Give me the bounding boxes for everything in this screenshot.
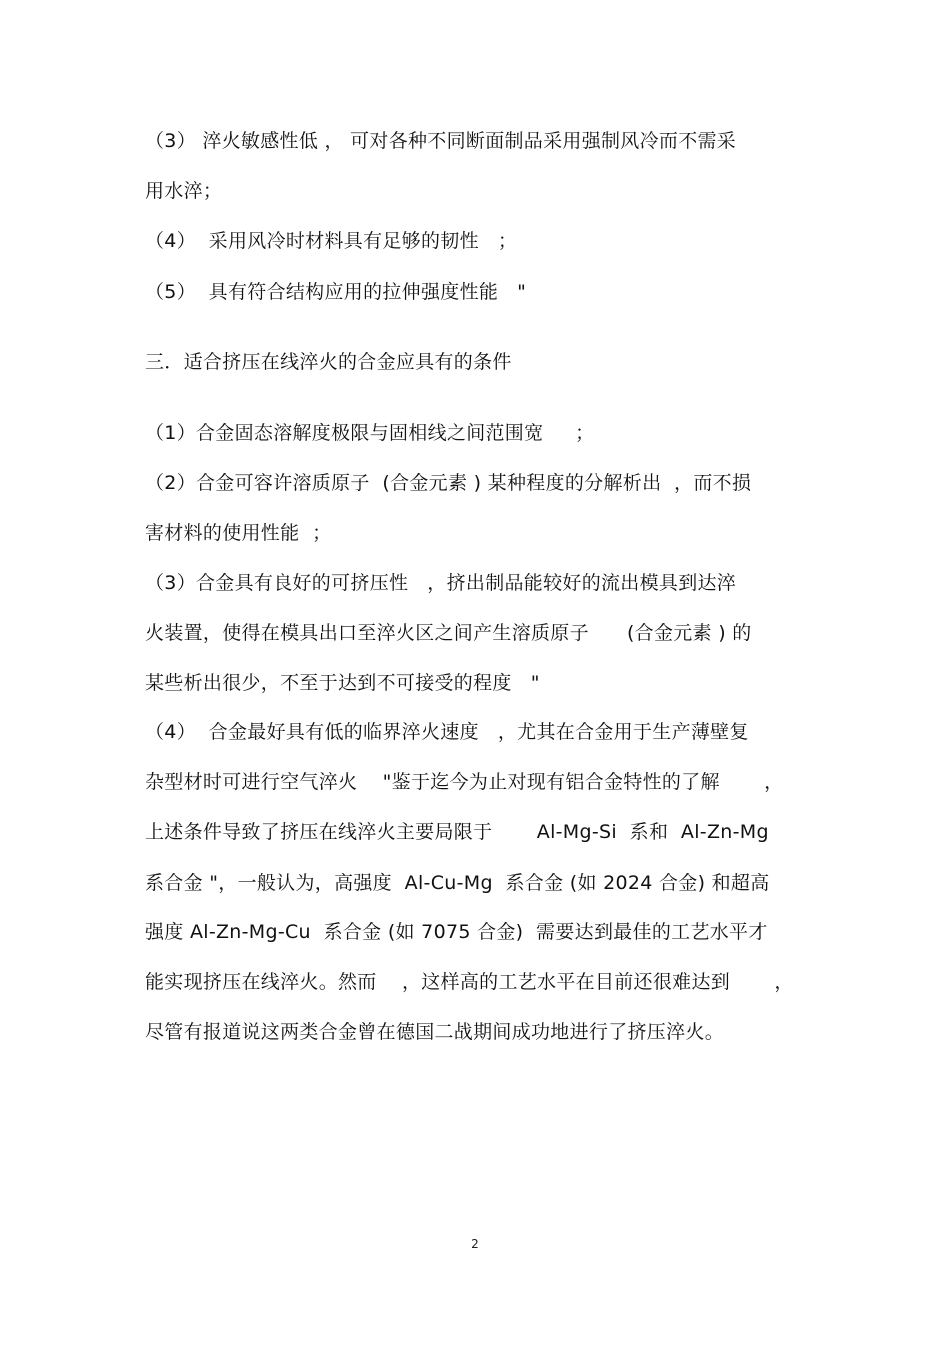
text-line: 火装置，使得在模具出口至淬火区之间产生溶质原子 (合金元素 ) 的	[145, 622, 752, 644]
text-line: 上述条件导致了挤压在线淬火主要局限于 Al-Mg-Si 系和 Al-Zn-Mg	[145, 821, 769, 843]
page-number: 2	[471, 1237, 479, 1251]
text-line: 能实现挤压在线淬火。然而 ，这样高的工艺水平在目前还很难达到 ，	[145, 971, 794, 993]
text-line: （2）合金可容许溶质原子 (合金元素 ) 某种程度的分解析出 ，而不损	[145, 472, 752, 494]
text-line: （4） 采用风冷时材料具有足够的韧性 ；	[145, 230, 518, 252]
text-line: （3）合金具有良好的可挤压性 ，挤出制品能较好的流出模具到达淬	[145, 572, 737, 594]
text-line: 杂型材时可进行空气淬火 "鉴于迄今为止对现有铝合金特性的了解 ，	[145, 771, 784, 793]
text-line: 尽管有报道说这两类合金曾在德国二战期间成功地进行了挤压淬火。	[145, 1021, 725, 1043]
text-line: （4） 合金最好具有低的临界淬火速度 ，尤其在合金用于生产薄壁复	[145, 721, 749, 743]
text-line: 某些析出很少，不至于达到不可接受的程度 "	[145, 672, 540, 694]
text-line: 系合金 "，一般认为，高强度 Al-Cu-Mg 系合金 (如 2024 合金) 和超高	[145, 872, 770, 894]
text-line: 强度 Al-Zn-Mg-Cu 系合金 (如 7075 合金) 需要达到最佳的工艺水平才	[145, 921, 768, 943]
text-line: （1）合金固态溶解度极限与固相线之间范围宽 ；	[145, 422, 595, 444]
section-heading: 三．适合挤压在线淬火的合金应具有的条件	[145, 351, 512, 373]
text-line: 用水淬；	[145, 180, 223, 202]
text-line: （3） 淬火敏感性低 ， 可对各种不同断面制品采用强制风冷而不需采	[145, 130, 737, 152]
text-line: （5） 具有符合结构应用的拉伸强度性能 "	[145, 281, 527, 303]
text-line: 害材料的使用性能 ；	[145, 522, 332, 544]
